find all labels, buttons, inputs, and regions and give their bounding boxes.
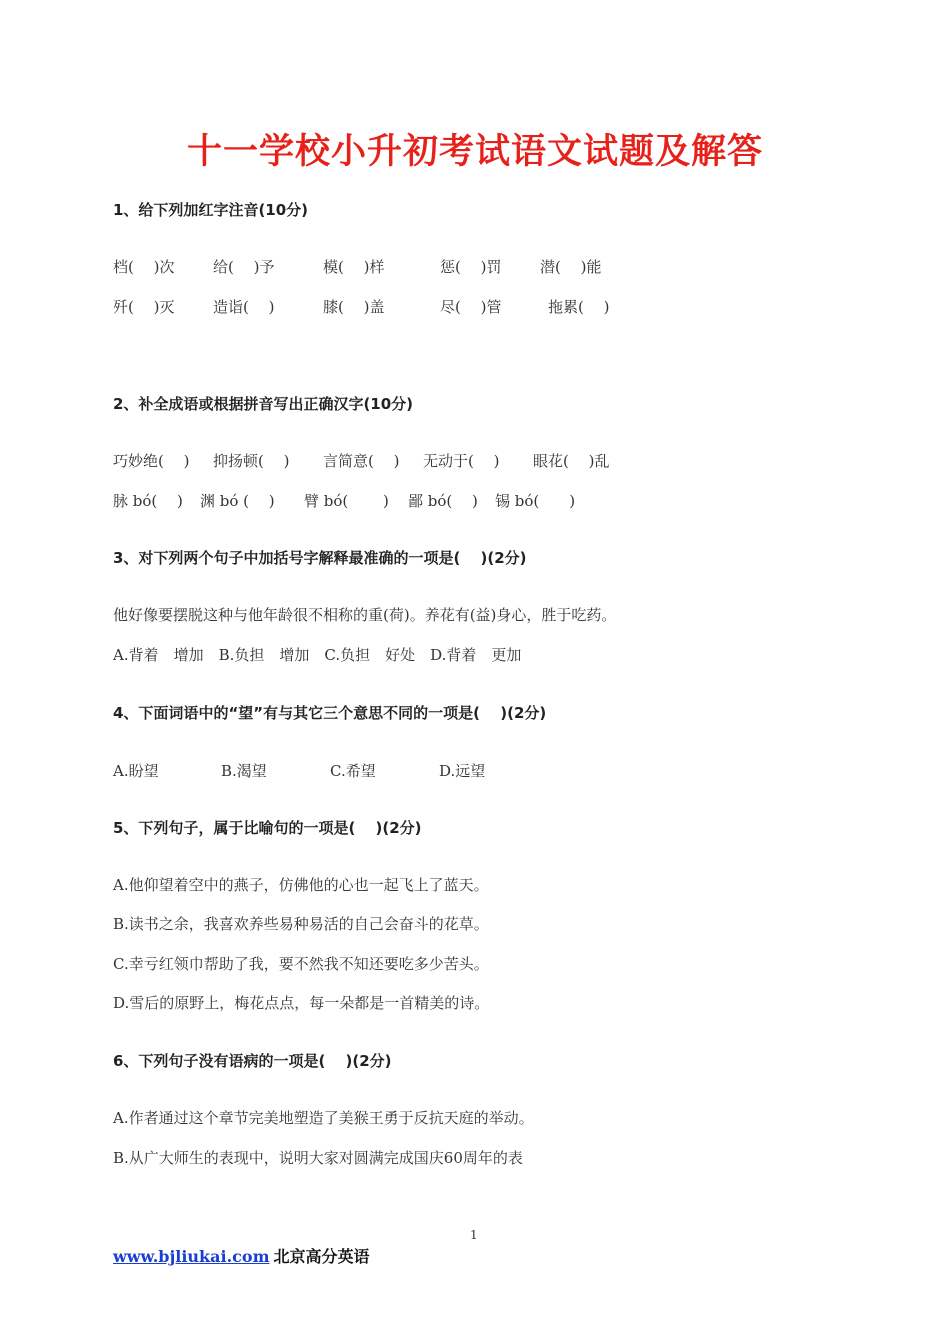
q2-item: 渊 bó ( ): [200, 492, 275, 510]
question-1-row-1: [113, 256, 601, 277]
q1-item: 尽( )管: [440, 298, 502, 316]
page-number: 1: [470, 1228, 478, 1242]
document-title: 十一学校小升初考试语文试题及解答: [186, 132, 763, 172]
question-5-option-d: D.雪后的原野上，梅花点点，每一朵都是一首精美的诗。: [113, 994, 490, 1012]
question-2-heading: 2、补全成语或根据拼音写出正确汉字(10分): [113, 395, 414, 413]
q2-item: 臂 bó( ): [304, 492, 389, 510]
question-4-options: [113, 760, 485, 781]
q1-item: 歼( )灭: [113, 298, 175, 316]
q1-item: 给( )予: [213, 258, 275, 276]
question-6-heading: 6、下列句子没有语病的一项是( )(2分): [113, 1052, 392, 1070]
q1-item: 潜( )能: [540, 258, 602, 276]
question-1-heading: 1、给下列加红字注音(10分): [113, 201, 309, 219]
q1-item: 造诣( ): [213, 298, 275, 316]
q2-item: 鄙 bó( ): [408, 492, 478, 510]
q2-item: 锡 bó( ): [495, 492, 576, 510]
q2-item: 脉 bó( ): [113, 492, 183, 510]
q1-item: 模( )样: [323, 258, 385, 276]
q2-item: 无动于( ): [423, 452, 500, 470]
question-3-sentence: 他好像要摆脱这种与他年龄很不相称的重(荷)。养花有(益)身心，胜于吃药。: [113, 606, 617, 624]
question-6-option-b: B.从广大师生的表现中，说明大家对圆满完成国庆60周年的表: [113, 1149, 523, 1167]
website-link[interactable]: www.bjliukai.com: [113, 1247, 270, 1266]
question-6-option-a: A.作者通过这个章节完美地塑造了美猴王勇于反抗天庭的举动。: [113, 1109, 534, 1127]
question-4-heading: 4、下面词语中的“望”有与其它三个意思不同的一项是( )(2分): [113, 704, 547, 722]
q1-item: 惩( )罚: [440, 258, 502, 276]
q2-item: 言简意( ): [323, 452, 400, 470]
q2-item: 巧妙绝( ): [113, 452, 190, 470]
question-3-options: A.背着 增加 B.负担 增加 C.负担 好处 D.背着 更加: [113, 646, 522, 664]
q4-option: A.盼望: [113, 762, 159, 780]
question-5-option-c: C.幸亏红领巾帮助了我，要不然我不知还要吃多少苦头。: [113, 955, 489, 973]
question-5-option-a: A.他仰望着空中的燕子，仿佛他的心也一起飞上了蓝天。: [113, 876, 489, 894]
q4-option: C.希望: [330, 762, 376, 780]
q2-item: 抑扬顿( ): [213, 452, 290, 470]
question-2-row-1: [113, 450, 609, 471]
question-5-heading: 5、下列句子，属于比喻句的一项是( )(2分): [113, 819, 422, 837]
q2-item: 眼花( )乱: [533, 452, 610, 470]
question-1-row-2: [113, 296, 609, 317]
q4-option: D.远望: [439, 762, 486, 780]
question-3-heading: 3、对下列两个句子中加括号字解释最准确的一项是( )(2分): [113, 549, 527, 567]
question-5-option-b: B.读书之余，我喜欢养些易种易活的自己会奋斗的花草。: [113, 915, 489, 933]
q1-item: 拖累( ): [548, 298, 610, 316]
question-2-row-2: [113, 490, 575, 511]
q1-item: 膝( )盖: [323, 298, 385, 316]
footer: [113, 1244, 370, 1267]
q1-item: 档( )次: [113, 258, 175, 276]
footer-brand: 北京高分英语: [273, 1247, 370, 1266]
q4-option: B.渴望: [221, 762, 267, 780]
